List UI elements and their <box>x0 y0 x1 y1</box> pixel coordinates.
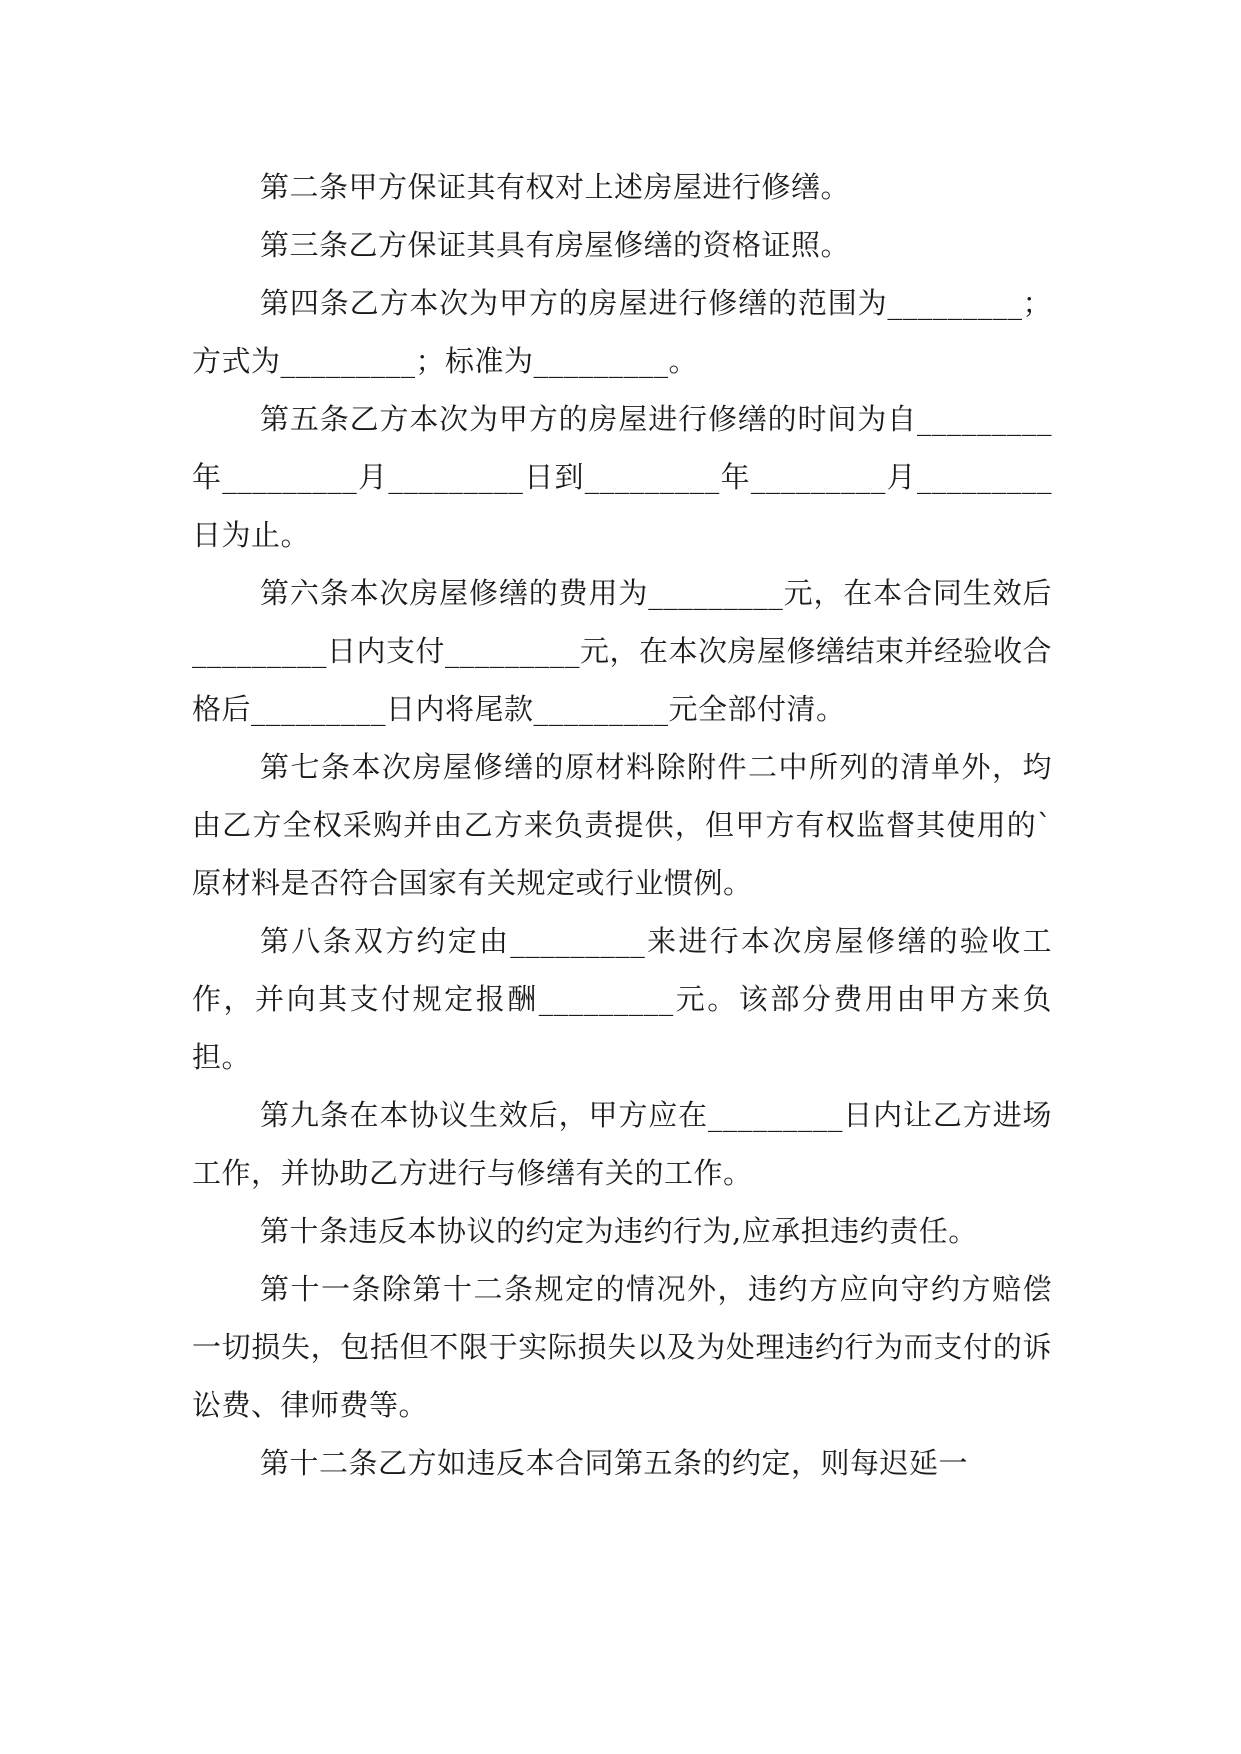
clause-3: 第三条乙方保证其具有房屋修缮的资格证照。 <box>260 228 851 262</box>
clause-6: 第六条本次房屋修缮的费用为_________元，在本合同生效后_________日内支付_________元，在本次房屋修缮结束并经验收合格后_________日内将尾款_________元全部付清。 <box>192 576 1053 726</box>
clause-5: 第五条乙方本次为甲方的房屋进行修缮的时间为自_________年_________月_________日到_________年_________月_________日为止。 <box>192 402 1052 552</box>
clause-10: 第十条违反本协议的约定为违约行为,应承担违约责任。 <box>260 1214 978 1248</box>
clause-2: 第二条甲方保证其有权对上述房屋进行修缮。 <box>260 170 851 204</box>
clause-7: 第七条本次房屋修缮的原材料除附件二中所列的清单外，均由乙方全权采购并由乙方来负责提供，但甲方有权监督其使用的`原材料是否符合国家有关规定或行业惯例。 <box>192 750 1052 900</box>
clause-12: 第十二条乙方如违反本合同第五条的约定，则每迟延一 <box>260 1446 969 1480</box>
clause-9: 第九条在本协议生效后，甲方应在_________日内让乙方进场工作，并协助乙方进行与修缮有关的工作。 <box>192 1098 1052 1190</box>
clause-4: 第四条乙方本次为甲方的房屋进行修缮的范围为_________；方式为_________；标准为_________。 <box>192 286 1052 378</box>
clause-8: 第八条双方约定由_________来进行本次房屋修缮的验收工作，并向其支付规定报酬_________元。该部分费用由甲方来负担。 <box>192 924 1052 1074</box>
document-page <box>192 158 1052 1492</box>
clause-11: 第十一条除第十二条规定的情况外，违约方应向守约方赔偿一切损失，包括但不限于实际损失以及为处理违约行为而支付的诉讼费、律师费等。 <box>192 1272 1052 1422</box>
